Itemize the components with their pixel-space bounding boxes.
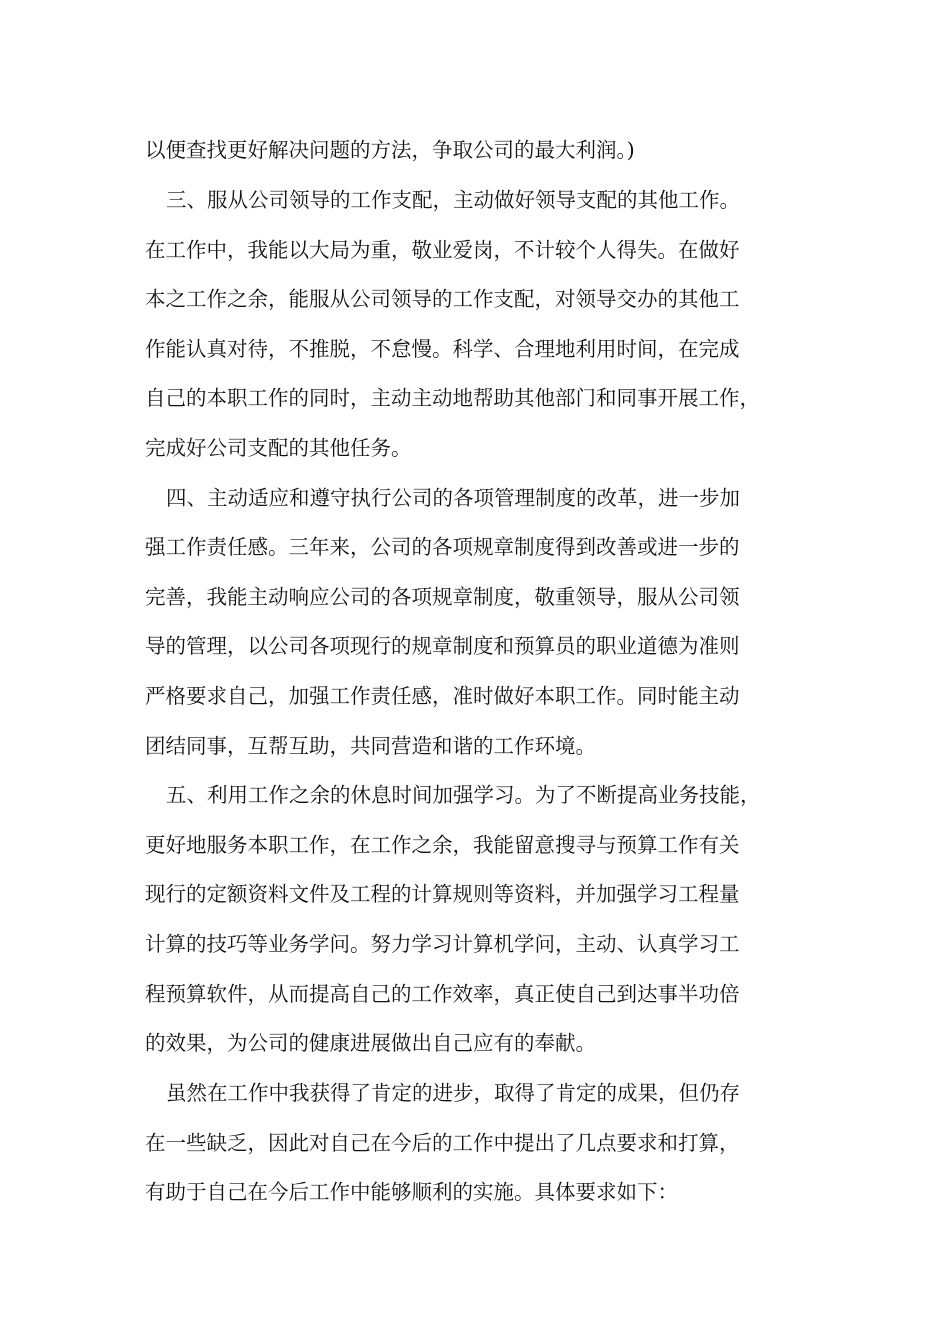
text-line: 更好地服务本职工作，在工作之余，我能留意搜寻与预算工作有关 [145,833,740,857]
paragraph-heading-five: 五、利用工作之余的休息时间加强学习。为了不断提高业务技能， [166,783,761,807]
text-line: 在一些缺乏，因此对自己在今后的工作中提出了几点要求和打算， [145,1131,740,1155]
text-line: 团结同事，互帮互助，共同营造和谐的工作环境。 [145,734,596,758]
text-line: 强工作责任感。三年来，公司的各项规章制度得到改善或进一步的 [145,535,740,559]
text-line: 完成好公司支配的其他任务。 [145,436,412,460]
paragraph-heading-three: 三、服从公司领导的工作支配，主动做好领导支配的其他工作。 [166,188,740,212]
text-line: 有助于自己在今后工作中能够顺利的实施。具体要求如下： [145,1180,678,1204]
paragraph-heading-four: 四、主动适应和遵守执行公司的各项管理制度的改革，进一步加 [166,486,740,510]
text-line: 在工作中，我能以大局为重，敬业爱岗，不计较个人得失。在做好 [145,238,740,262]
text-line: 严格要求自己，加强工作责任感，准时做好本职工作。同时能主动 [145,684,740,708]
text-line: 导的管理，以公司各项现行的规章制度和预算员的职业道德为准则 [145,634,740,658]
text-line: 的效果，为公司的健康进展做出自己应有的奉献。 [145,1031,596,1055]
text-line: 计算的技巧等业务学问。努力学习计算机学问，主动、认真学习工 [145,932,740,956]
text-line: 自己的本职工作的同时，主动主动地帮助其他部门和同事开展工作， [145,386,760,410]
text-line: 现行的定额资料文件及工程的计算规则等资料，并加强学习工程量 [145,882,740,906]
text-line: 完善，我能主动响应公司的各项规章制度，敬重领导，服从公司领 [145,585,740,609]
paragraph-start: 虽然在工作中我获得了肯定的进步，取得了肯定的成果，但仍存 [166,1081,740,1105]
text-line: 作能认真对待，不推脱，不怠慢。科学、合理地利用时间，在完成 [145,337,740,361]
text-line: 本之工作之余，能服从公司领导的工作支配，对领导交办的其他工 [145,287,740,311]
text-line: 以便查找更好解决问题的方法，争取公司的最大利润。) [145,138,635,162]
text-line: 程预算软件，从而提高自己的工作效率，真正使自己到达事半功倍 [145,982,740,1006]
